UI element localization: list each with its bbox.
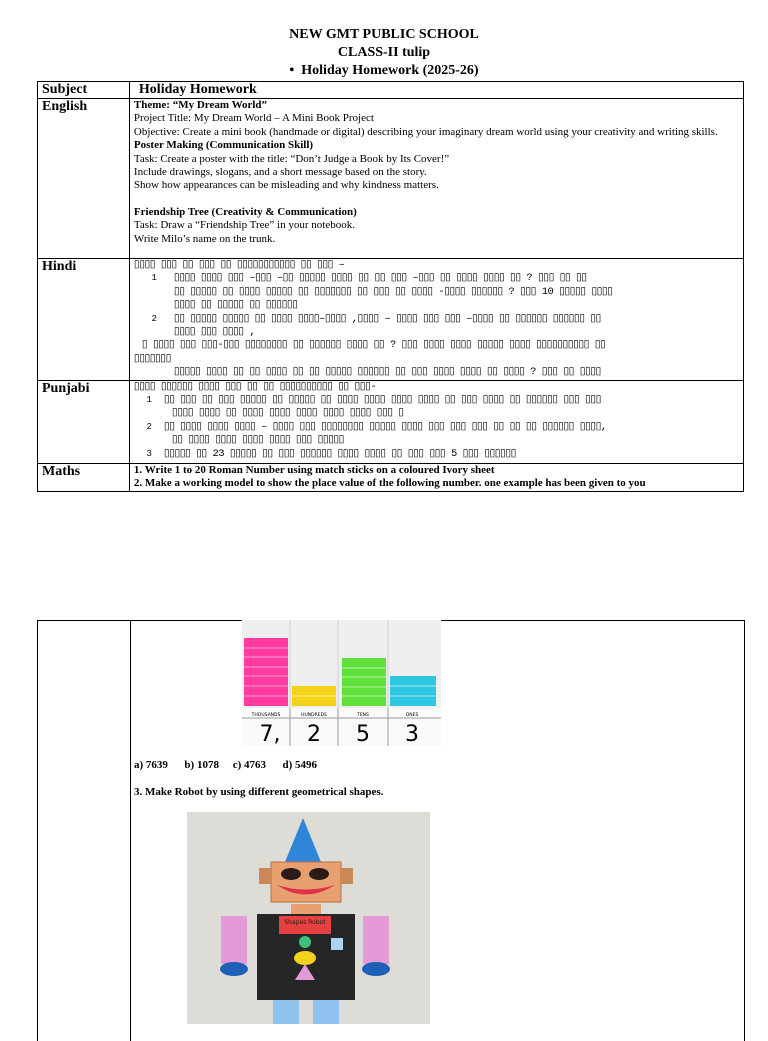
robot-eye-left: [281, 868, 301, 880]
hindi-item-1-cont: ▯▯ ▯▯▯▯▯ ▯▯ ▯▯▯▯ ▯▯▯▯▯ ▯▯ ▯▯▯▯▯▯▯ ▯▯ ▯▯▯ ▯▯ ▯▯▯▯ -▯▯▯▯ ▯▯▯▯▯▯ ? ▯▯▯ 10 ▯▯▯▯▯ ▯▯▯▯: [173, 285, 613, 298]
english-project-title: Project Title: My Dream World – A Mini Book Project: [133, 112, 374, 125]
poster-heading: Poster Making (Communication Skill): [133, 139, 314, 152]
maths-row: [38, 463, 744, 491]
robot-leg-right: [313, 1000, 339, 1024]
hindi-item-2: [134, 313, 739, 326]
item-number: 2: [151, 313, 157, 324]
robot-arm-left: [221, 916, 247, 964]
item-text: ▯▯ ▯▯▯▯▯ ▯▯▯▯▯ ▯▯ ▯▯▯▯ ▯▯▯▯–▯▯▯▯ ,▯▯▯▯ – ▯▯▯▯ ▯▯▯ ▯▯▯ –▯▯▯▯ ▯▯ ▯▯▯▯▯▯ ▯▯▯▯▯▯ ▯▯: [173, 312, 601, 325]
poster-task: Task: Create a poster with the title: “Don’t Judge a Book by Its Cover!”: [133, 152, 450, 165]
bullet-icon: •: [289, 63, 302, 78]
place-value-model-photo: [242, 620, 441, 746]
item-text: ▯▯ ▯▯▯▯ ▯▯▯▯ ▯▯▯▯ – ▯▯▯▯ ▯▯▯ ▯▯▯▯▯▯▯▯ ▯▯▯▯▯ ▯▯▯▯ ▯▯▯ ▯▯▯ ▯▯▯ ▯▯ ▯▯ ▯▯ ▯▯▯▯▯▯ ▯▯▯▯,: [163, 420, 607, 433]
digit-tens: 5: [356, 722, 370, 746]
place-value-model-drawing: [242, 620, 441, 746]
maths-item-1: 1. Write 1 to 20 Roman Number using match sticks on a coloured Ivory sheet: [133, 463, 495, 476]
punjabi-item-1-cont: ▯▯▯▯ ▯▯▯▯ ▯▯ ▯▯▯▯ ▯▯▯▯ ▯▯▯▯ ▯▯▯▯ ▯▯▯▯ ▯▯▯ ▯: [171, 407, 404, 420]
tree-heading: Friendship Tree (Creativity & Communication): [133, 205, 357, 218]
item-text: ▯▯▯▯▯ ▯▯ 23 ▯▯▯▯▯ ▯▯ ▯▯▯ ▯▯▯▯▯▯ ▯▯▯▯ ▯▯▯▯ ▯▯ ▯▯▯ ▯▯▯ 5 ▯▯▯ ▯▯▯▯▯▯: [163, 447, 516, 460]
robot-photo: [187, 812, 430, 1024]
title-text: Holiday Homework (2025-26): [301, 63, 479, 78]
hindi-item-3: ▯ ▯▯▯▯ ▯▯▯ ▯▯▯-▯▯▯ ▯▯▯▯▯▯▯▯ ▯▯ ▯▯▯▯▯▯ ▯▯▯▯ ▯▯ ? ▯▯▯ ▯▯▯▯ ▯▯▯▯ ▯▯▯▯▯ ▯▯▯▯ ▯▯▯▯▯▯▯▯▯▯ ▯▯: [141, 339, 606, 352]
digit-hundreds: 2: [307, 722, 321, 746]
english-objective: Objective: Create a mini book (handmade or digital) describing your imaginary dream world using your creativity and writing skills.: [133, 125, 718, 138]
continuation-divider: [130, 621, 131, 1041]
robot-eye-right: [309, 868, 329, 880]
punjabi-row: [38, 380, 744, 463]
hindi-homework: [129, 259, 743, 381]
tree-line-2: Write Milo’s name on the trunk.: [133, 232, 276, 245]
item-number: 3: [146, 448, 152, 459]
hindi-item-1-cont2: ▯▯▯▯ ▯▯ ▯▯▯▯▯ ▯▯ ▯▯▯▯▯▯: [173, 299, 298, 312]
subject-hindi: Hindi: [38, 259, 130, 381]
item-text: ▯▯ ▯▯▯ ▯▯ ▯▯▯ ▯▯▯▯▯ ▯▯ ▯▯▯▯▯ ▯▯ ▯▯▯▯ ▯▯▯▯ ▯▯▯▯ ▯▯▯▯ ▯▯ ▯▯▯ ▯▯▯▯ ▯▯ ▯▯▯▯▯▯ ▯▯▯ ▯▯▯: [163, 394, 601, 407]
label-tens: TENS: [357, 713, 369, 718]
item-number: 2: [146, 421, 152, 432]
label-ones: ONES: [405, 713, 419, 718]
english-row: [38, 99, 744, 259]
poster-line-3: Show how appearances can be misleading and why kindness matters.: [133, 179, 439, 192]
maths-item-2: 2. Make a working model to show the place value of the following number. one example has been given to you: [133, 477, 646, 490]
tens-strips: [342, 658, 386, 706]
table-header-row: [38, 82, 744, 99]
subject-punjabi: Punjabi: [38, 380, 130, 463]
robot-head: [271, 862, 341, 902]
subject-maths: Maths: [38, 463, 130, 491]
digit-thousands: 7,: [259, 722, 281, 746]
maths-item-3: 3. Make Robot by using different geometrical shapes.: [134, 786, 384, 798]
ones-strips: [390, 676, 436, 706]
english-homework: [129, 99, 743, 259]
item-number: 1: [151, 273, 157, 284]
punjabi-homework: [129, 380, 743, 463]
homework-table: [37, 81, 744, 492]
class-name: CLASS-II tulip: [337, 45, 431, 60]
punjabi-intro: ▯▯▯▯ ▯▯▯▯▯▯ ▯▯▯▯ ▯▯▯ ▯▯ ▯▯ ▯▯▯▯▯▯▯▯▯▯ ▯▯ ▯▯▯-: [133, 380, 377, 393]
hindi-row: [38, 259, 744, 381]
item-number: 1: [146, 395, 152, 406]
robot-leg-left: [273, 1000, 299, 1024]
hindi-item-2-cont: ▯▯▯▯ ▯▯▯ ▯▯▯▯ ,: [173, 326, 256, 339]
tree-task: Task: Draw a “Friendship Tree” in your notebook.: [133, 219, 355, 232]
col-homework-header: Holiday Homework: [129, 82, 743, 99]
punjabi-item-3: [134, 448, 739, 461]
hindi-item-3-cont: ▯▯▯▯▯▯▯: [133, 352, 171, 365]
punjabi-item-2-cont: ▯▯ ▯▯▯▯ ▯▯▯▯ ▯▯▯▯ ▯▯▯▯ ▯▯▯ ▯▯▯▯▯: [171, 434, 344, 447]
robot-drawing: [187, 812, 430, 1024]
col-subject-header: Subject: [38, 82, 130, 99]
subject-english: English: [38, 99, 130, 259]
hindi-item-3-cont2: ▯▯▯▯▯ ▯▯▯▯ ▯▯ ▯▯ ▯▯▯▯ ▯▯ ▯▯ ▯▯▯▯▯ ▯▯▯▯▯▯ ▯▯ ▯▯▯ ▯▯▯▯ ▯▯▯▯ ▯▯ ▯▯▯▯ ? ▯▯▯ ▯▯ ▯▯▯▯: [173, 366, 601, 379]
school-name: NEW GMT PUBLIC SCHOOL: [289, 27, 479, 42]
hindi-item-1: [134, 272, 739, 285]
robot-arm-right: [363, 916, 389, 964]
hindi-intro: ▯▯▯▯ ▯▯▯ ▯▯ ▯▯▯ ▯▯ ▯▯▯▯▯▯▯▯▯▯▯ ▯▯ ▯▯▯ –: [133, 259, 345, 271]
punjabi-item-2: [134, 421, 739, 434]
poster-line-2: Include drawings, slogans, and a short message based on the story.: [133, 166, 427, 179]
label-thousands: THOUSANDS: [251, 713, 281, 718]
english-theme: Theme: “My Dream World”: [133, 99, 268, 111]
maths-homework: [129, 463, 743, 491]
digit-ones: 3: [405, 722, 419, 746]
robot-label-text: Shapes Robot: [284, 919, 326, 926]
place-value-numbers: a) 7639 b) 1078 c) 4763 d) 5496: [134, 759, 318, 771]
document-title: [0, 63, 768, 79]
item-text: ▯▯▯▯ ▯▯▯▯ ▯▯▯ –▯▯▯ –▯▯ ▯▯▯▯▯ ▯▯▯▯ ▯▯ ▯▯ ▯▯▯ –▯▯▯ ▯▯ ▯▯▯▯ ▯▯▯▯ ▯▯ ? ▯▯▯ ▯▯ ▯▯: [173, 272, 587, 285]
label-hundreds: HUNDREDS: [301, 713, 327, 718]
punjabi-item-1: [134, 394, 739, 407]
